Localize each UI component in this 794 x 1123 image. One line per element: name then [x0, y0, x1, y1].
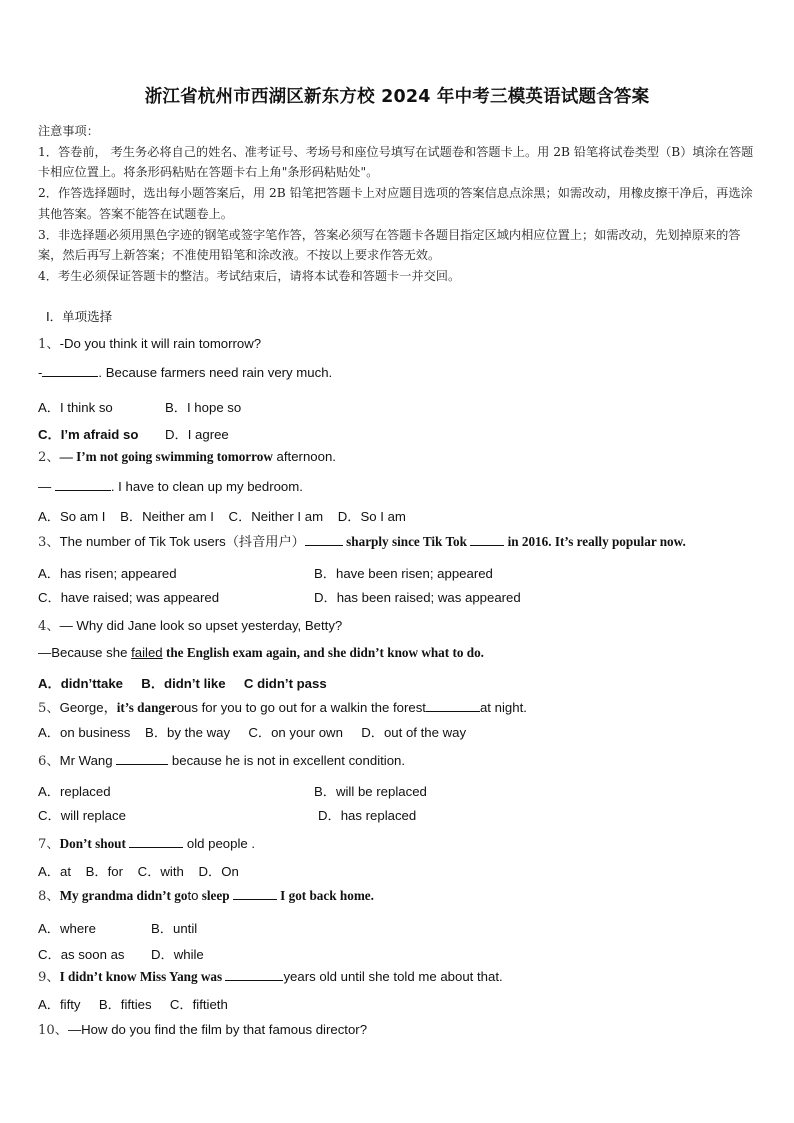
question-number: 1、 [38, 337, 60, 352]
question-number: 8、 [38, 889, 60, 904]
question-text: ous for you to go out for a walkin the forest [176, 700, 426, 715]
question-text: years old until she told me about that. [283, 969, 503, 984]
question-10-prompt [38, 1019, 367, 1038]
question-text: Mr Wang [59, 753, 117, 768]
question-8-prompt [38, 885, 374, 904]
option-b: B．I hope so [165, 400, 242, 415]
option-c: C．have raised; was appeared [38, 590, 220, 605]
option-a: A．I think so [38, 400, 113, 415]
question-9-options: A．fifty B．fifties C．fiftieth [38, 997, 228, 1012]
option-d: D．I agree [165, 427, 229, 442]
notice-block [38, 121, 762, 287]
question-7-prompt [38, 833, 255, 852]
underlined-word: failed [131, 645, 163, 660]
option-b: B．have been risen; appeared [314, 566, 493, 581]
question-2-prompt [38, 446, 336, 465]
question-2-reply [38, 479, 303, 494]
question-number: 4、 [38, 619, 60, 634]
option-c: C．I’m afraid so [38, 427, 139, 442]
question-number: 10、 [38, 1023, 68, 1038]
question-4-reply [38, 645, 484, 661]
question-number: 7、 [38, 837, 60, 852]
question-7-options: A．at B．for C．with D．On [38, 864, 239, 879]
option-d: D．has replaced [318, 808, 417, 823]
question-text-bold: sleep [198, 888, 233, 903]
option-a: A．where [38, 921, 96, 936]
question-9-prompt [38, 966, 503, 985]
answer-blank [55, 479, 111, 491]
question-text-bold: it’s danger [116, 700, 177, 715]
option-b: B．will be replaced [314, 784, 427, 799]
question-number: 9、 [38, 970, 60, 985]
option-d: D．while [151, 947, 204, 962]
question-text-bold: in 2016. It’s really popular now. [504, 534, 686, 549]
notice-heading: 注意事项： [38, 124, 99, 138]
question-number: 6、 [38, 754, 60, 769]
question-text-bold: I didn’t know Miss Yang was [59, 969, 226, 984]
reply-text-bold: the English exam again, and she didn’t know what to do. [162, 645, 484, 660]
option-d: D．has been raised; was appeared [314, 590, 521, 605]
question-1-prompt [38, 333, 261, 352]
answer-blank [470, 534, 504, 546]
answer-blank [42, 365, 98, 377]
option-b: B．until [151, 921, 198, 936]
option-c: C．will replace [38, 808, 126, 823]
question-text-bold: Don’t shout [59, 836, 130, 851]
question-3-prompt [38, 531, 686, 550]
option-c: C．as soon as [38, 947, 125, 962]
notice-item-2: 2．作答选择题时，选出每小题答案后，用 2B 铅笔把答题卡上对应题目选项的答案信息点涂黑；如需改动，用橡皮擦干净后，再选涂其他答案。答案不能答在试题卷上。 [38, 186, 753, 221]
reply-dash: - [38, 365, 43, 380]
answer-blank [225, 969, 283, 981]
question-4-options: A．didn’ttake B．didn’t like C didn’t pass [38, 676, 327, 691]
notice-item-3: 3．非选择题必须用黑色字迹的钢笔或签字笔作答，答案必须写在答题卡各题目指定区域内相应位置上；如需改动，先划掉原来的答案，然后再写上新答案；不准使用铅笔和涂改液。不按以上要求作答无效。 [38, 227, 741, 263]
section-heading: Ⅰ．单项选择 [46, 309, 113, 324]
question-text-bold: — I’m not going swimming tomorrow [59, 449, 273, 464]
option-a: A．has risen; appeared [38, 566, 177, 581]
question-number: 3、 [38, 535, 60, 550]
answer-blank [129, 836, 183, 848]
question-text: The number of Tik Tok users（抖音用户） [59, 534, 305, 549]
answer-blank [305, 534, 343, 546]
option-a: A．replaced [38, 784, 111, 799]
question-text: -Do you think it will rain tomorrow? [59, 336, 262, 351]
question-5-prompt [38, 697, 527, 716]
question-text: because he is not in excellent condition. [168, 753, 406, 768]
question-text: —How do you find the film by that famous director? [67, 1022, 368, 1037]
question-text: old people . [183, 836, 256, 851]
answer-blank [116, 753, 168, 765]
question-number: 2、 [38, 450, 60, 465]
question-text-bold: sharply since Tik Tok [342, 534, 471, 549]
reply-text: . Because farmers need rain very much. [98, 365, 333, 380]
reply-text: —Because she [38, 645, 132, 660]
question-6-prompt [38, 750, 405, 769]
question-4-prompt [38, 615, 342, 634]
reply-dash: — [38, 479, 52, 494]
question-text: afternoon. [272, 449, 336, 464]
question-1-reply [38, 365, 332, 380]
question-text: at night. [479, 700, 527, 715]
answer-blank [233, 888, 277, 900]
question-5-options: A．on business B．by the way C．on your own D．out of the way [38, 725, 467, 740]
question-text-bold: My grandma didn’t go [59, 888, 188, 903]
question-text: George， [59, 700, 117, 715]
reply-text: . I have to clean up my bedroom. [110, 479, 303, 494]
question-number: 5、 [38, 701, 60, 716]
page-title: 浙江省杭州市西湖区新东方校 2024 年中考三模英语试题含答案 [144, 87, 650, 107]
question-2-options: A．So am I B．Neither am I C．Neither I am D．So I am [38, 509, 406, 524]
question-text: — Why did Jane look so upset yesterday, Betty? [59, 618, 343, 633]
answer-blank [426, 700, 480, 712]
question-text: to [187, 888, 199, 903]
question-text-bold: I got back home. [276, 888, 374, 903]
notice-item-1: 1．答卷前， 考生务必将自己的姓名、准考证号、考场号和座位号填写在试题卷和答题卡上。用 2B 铅笔将试卷类型（B）填涂在答题卡相应位置上。将条形码粘贴在答题卡右上角"条形码粘贴处"。 [38, 144, 754, 180]
notice-item-4: 4．考生必须保证答题卡的整洁。考试结束后，请将本试卷和答题卡一并交回。 [38, 268, 461, 283]
